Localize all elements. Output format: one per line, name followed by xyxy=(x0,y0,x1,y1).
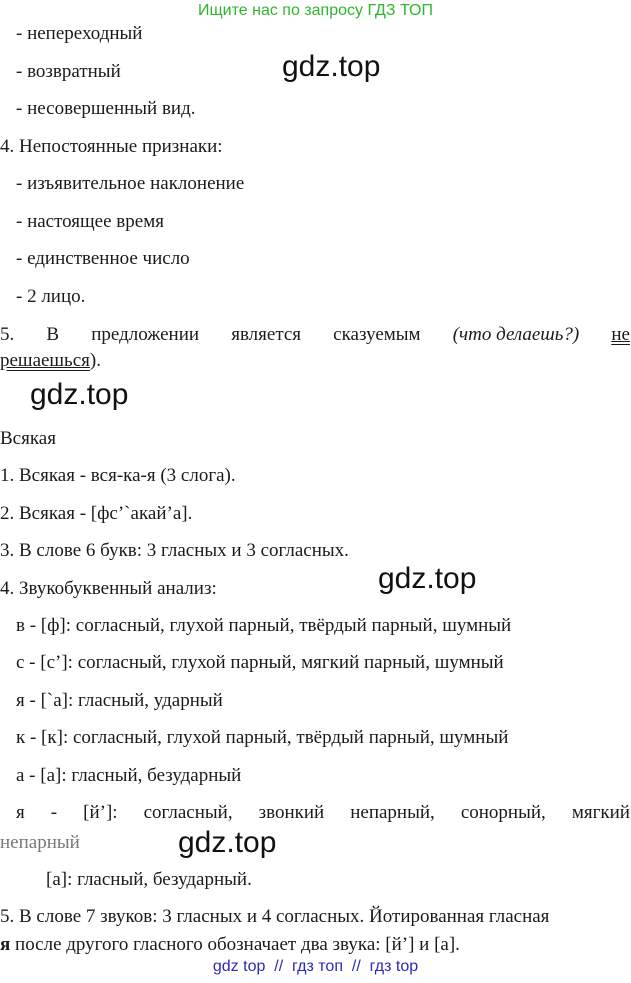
word: [й’]: xyxy=(83,802,118,823)
text-line: - возвратный xyxy=(16,61,121,82)
watermark: gdz.top xyxy=(178,826,277,859)
sound-line: [а]: гласный, безударный. xyxy=(46,869,252,890)
text-line xyxy=(0,934,460,956)
watermark: gdz.top xyxy=(30,378,129,411)
sound-line-cont: непарный xyxy=(0,832,80,853)
paragraph-5-line xyxy=(0,324,630,346)
text-line: - настоящее время xyxy=(16,211,164,232)
text-line: - единственное число xyxy=(16,248,190,269)
sound-line-justified xyxy=(16,802,630,824)
watermark: gdz.top xyxy=(282,50,381,83)
text-line: 3. В слове 6 букв: 3 гласных и 3 согласных. xyxy=(0,540,349,561)
bold-letter: я xyxy=(0,934,11,955)
word: звонкий xyxy=(258,802,325,823)
text-line: - несовершенный вид. xyxy=(16,98,196,119)
question-text: (что делаешь?) xyxy=(452,324,580,345)
sound-line: а - [а]: гласный, безударный xyxy=(16,765,242,786)
word: ). xyxy=(89,350,101,371)
text-line: 2. Всякая - [фс’`акай’а]. xyxy=(0,503,193,524)
sound-line: с - [с’]: согласный, глухой парный, мягкий парный, шумный xyxy=(16,652,504,673)
text-line: 4. Непостоянные признаки: xyxy=(0,136,223,157)
word: мягкий xyxy=(571,802,630,823)
paragraph-5-cont xyxy=(0,350,101,372)
predicate-word: решаешься xyxy=(0,350,90,371)
watermark: gdz.top xyxy=(378,562,477,595)
word: сонорный, xyxy=(460,802,546,823)
word: сказуемым xyxy=(333,324,421,345)
word: - xyxy=(50,802,58,823)
section-heading: Всякая xyxy=(0,428,56,449)
text-line: 4. Звукобуквенный анализ: xyxy=(0,578,217,599)
word: 5. xyxy=(0,324,15,345)
text-line: 1. Всякая - вся-ка-я (3 слога). xyxy=(0,465,236,486)
sound-line: в - [ф]: согласный, глухой парный, твёрдый парный, шумный xyxy=(16,615,512,636)
predicate-word: не xyxy=(611,324,630,345)
word: является xyxy=(231,324,302,345)
word: согласный, xyxy=(143,802,233,823)
word: предложении xyxy=(91,324,200,345)
sound-line: к - [к]: согласный, глухой парный, твёрдый парный, шумный xyxy=(16,727,509,748)
text-line: 5. В слове 7 звуков: 3 гласных и 4 согласных. Йотированная гласная xyxy=(0,906,550,927)
sound-line: я - [`а]: гласный, ударный xyxy=(16,690,223,711)
text-line: - непереходный xyxy=(16,23,143,44)
text-line: - 2 лицо. xyxy=(16,286,86,307)
word: В xyxy=(46,324,60,345)
word: я xyxy=(16,802,25,823)
search-banner: Ищите нас по запросу ГДЗ ТОП xyxy=(198,2,433,19)
word: непарный, xyxy=(350,802,435,823)
footer-links: gdz top // гдз топ // гдз top xyxy=(212,958,419,975)
text-line: - изъявительное наклонение xyxy=(16,173,245,194)
word: после другого гласного обозначает два звука: [й’] и [а]. xyxy=(10,934,460,955)
